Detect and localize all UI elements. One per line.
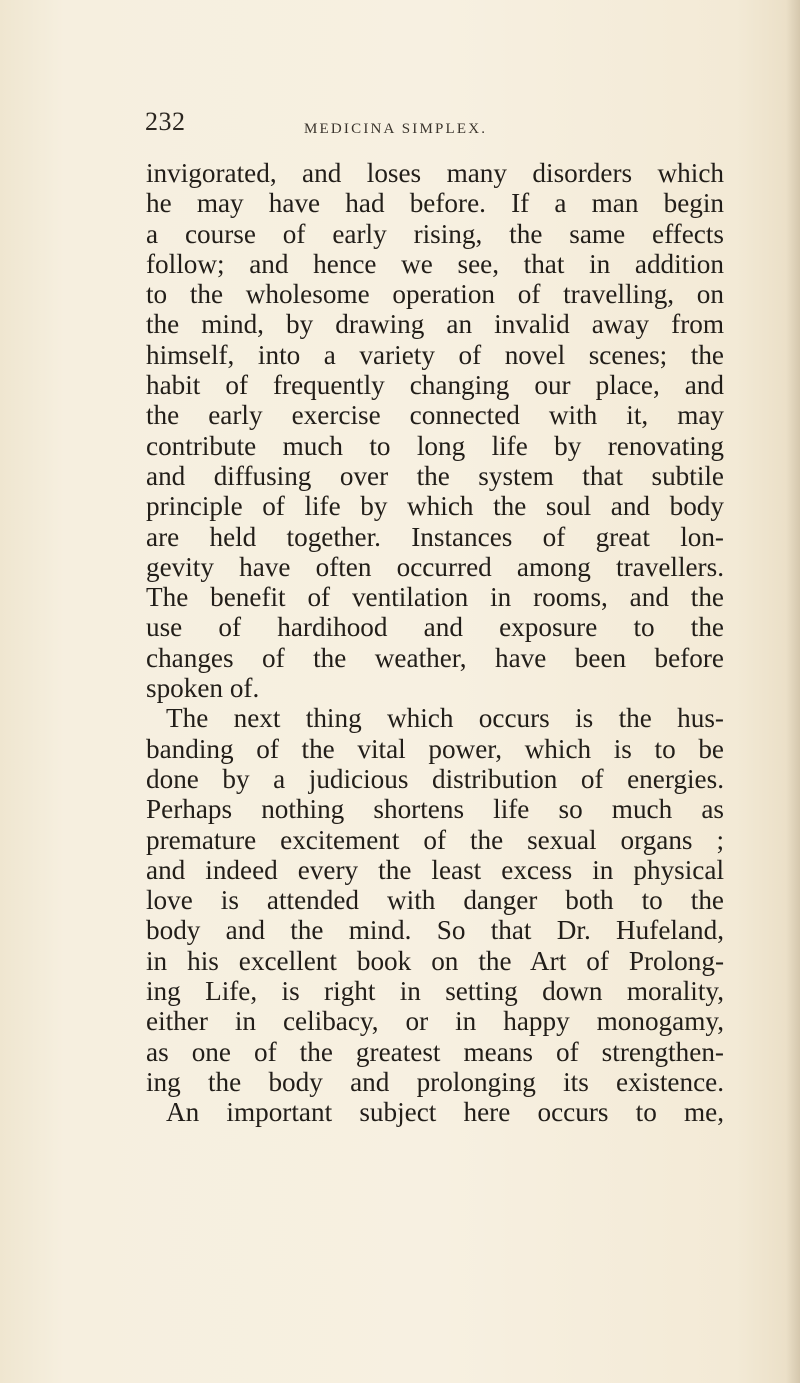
- text-line: invigorated, and loses many disorders which: [146, 158, 724, 188]
- text-line: banding of the vital power, which is to be: [146, 733, 724, 764]
- text-line: Perhaps nothing shortens life so much as: [146, 794, 724, 825]
- text-line: An important subject here occurs to me,: [166, 1097, 724, 1128]
- text-line: and diffusing over the system that subtile: [146, 460, 724, 491]
- page-number: 232: [145, 107, 186, 136]
- text-line: himself, into a variety of novel scenes; the: [146, 339, 724, 370]
- text-line: gevity have often occurred among travellers.: [146, 551, 724, 582]
- text-line: The benefit of ventilation in rooms, and the: [146, 582, 724, 613]
- text-line: principle of life by which the soul and body: [146, 491, 724, 522]
- text-line: body and the mind. So that Dr. Hufeland,: [146, 915, 724, 946]
- page-header: [145, 105, 705, 145]
- text-line: are held together. Instances of great lon-: [146, 521, 724, 552]
- text-line: either in celibacy, or in happy monogamy,: [146, 1006, 724, 1037]
- text-line: premature excitement of the sexual organs ;: [146, 824, 724, 855]
- text-line: done by a judicious distribution of energies.: [146, 763, 724, 794]
- text-line: use of hardihood and exposure to the: [146, 612, 724, 643]
- text-line: the early exercise connected with it, may: [146, 400, 724, 431]
- text-line: a course of early rising, the same effects: [146, 218, 724, 249]
- text-line: spoken of.: [146, 673, 260, 704]
- text-line: and indeed every the least excess in physical: [146, 854, 724, 885]
- text-line: he may have had before. If a man begin: [146, 188, 724, 219]
- text-line: follow; and hence we see, that in addition: [146, 248, 724, 279]
- text-line: ing Life, is right in setting down morality,: [146, 976, 724, 1007]
- body-text: [146, 158, 724, 1128]
- text-line: changes of the weather, have been before: [146, 642, 724, 673]
- page-edge-shadow: [786, 0, 800, 1383]
- text-line: ing the body and prolonging its existence.: [146, 1066, 724, 1097]
- text-line: habit of frequently changing our place, and: [146, 370, 724, 401]
- text-line: to the wholesome operation of travelling, on: [146, 279, 724, 310]
- text-line: contribute much to long life by renovating: [146, 430, 724, 461]
- text-line: The next thing which occurs is the hus-: [166, 703, 724, 734]
- running-head: MEDICINA SIMPLEX.: [304, 121, 488, 137]
- text-line: as one of the greatest means of strengthen-: [146, 1036, 724, 1067]
- text-line: the mind, by drawing an invalid away from: [146, 309, 724, 340]
- text-line: in his excellent book on the Art of Prolong-: [146, 945, 724, 976]
- text-line: love is attended with danger both to the: [146, 885, 724, 916]
